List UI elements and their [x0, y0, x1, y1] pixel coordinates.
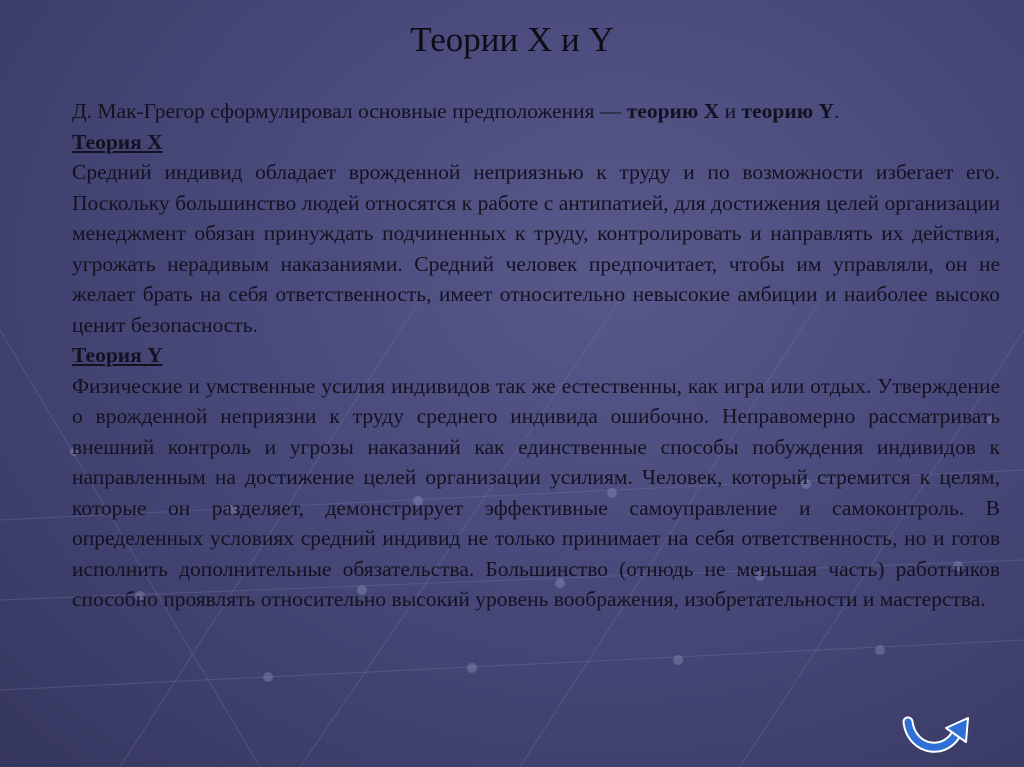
theory-x-body: Средний индивид обладает врожденной неприязнью к труду и по возможности избегает его. Поскольку большинство людей относятся к работе с антипатией, для достижения целей организации менеджмент обязан принуждать подчиненных к труду, контролировать и направлять их действия, угрожать нерадивым наказаниями. Средний человек предпочитает, чтобы им управляли, он не желает брать на себя ответственность, имеет относительно невысокие амбиции и наиболее высоко ценит безопасность. — [72, 160, 1000, 337]
intro-text-before: Д. Мак-Грегор сформулировал основные предположения — — [72, 99, 627, 123]
intro-bold-theory-x: теорию X — [626, 99, 720, 123]
slide-body — [72, 96, 1000, 615]
theory-y-body: Физические и умственные усилия индивидов так же естественны, как игра или отдых. Утверждение о врожденной неприязни к труду среднего индивида ошибочно. Неправомерно рассматривать внешний контроль и угрозы наказаний как единственные способы побуждения индивидов к направленным на достижение целей организации усилиям. Человек, который стремится к целям, которые он разделяет, демонстрирует эффективные самоуправление и самоконтроль. В определенных условиях средний индивид не только принимает на себя ответственность, но и готов исполнить дополнительные обязательства. Большинство (отнюдь не меньшая часть) работников способно проявлять относительно высокий уровень воображения, изобретательности и мастерства. — [72, 373, 1000, 611]
theory-x-heading: Теория X — [72, 129, 163, 154]
return-arrow-icon[interactable] — [900, 712, 974, 756]
intro-paragraph — [72, 96, 1000, 127]
intro-bold-theory-y: теорию Y — [741, 99, 835, 123]
intro-text-middle: и — [719, 99, 742, 123]
slide-title: Теории X и Y — [410, 20, 614, 59]
theory-y-heading: Теория Y — [72, 343, 163, 367]
intro-text-after: . — [834, 99, 840, 123]
